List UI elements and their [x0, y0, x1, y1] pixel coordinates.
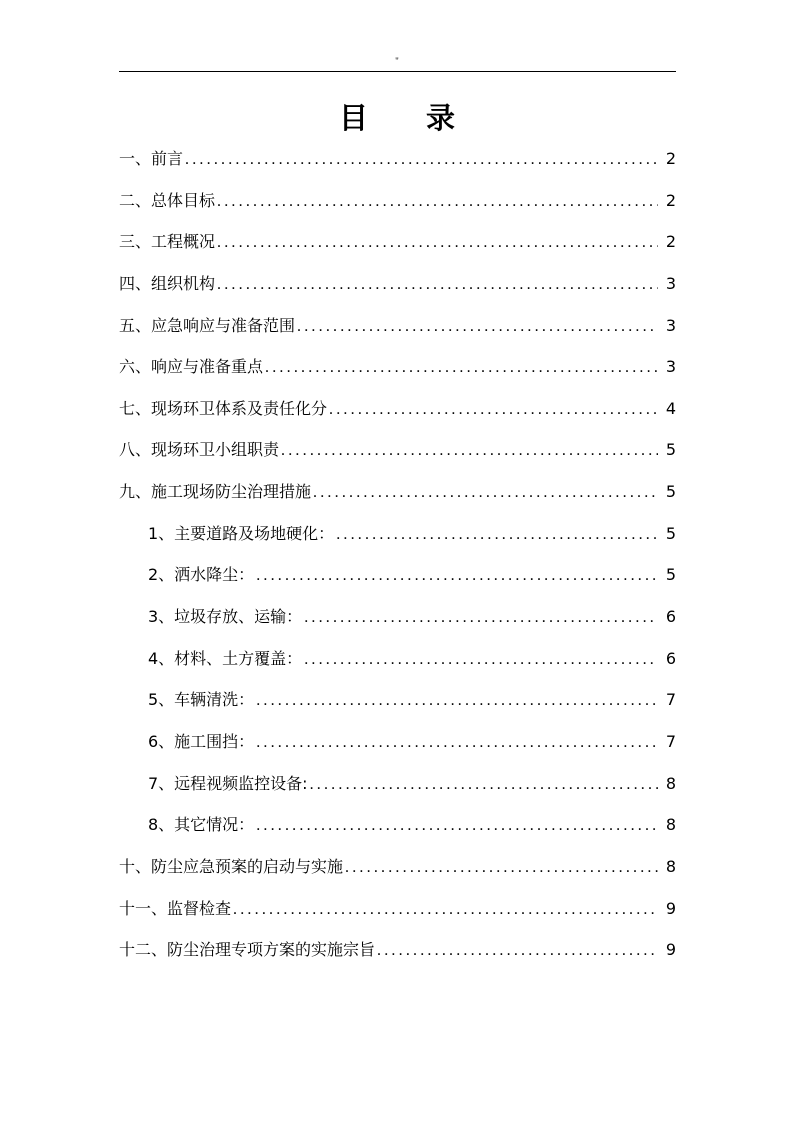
dot-leader: [265, 347, 658, 388]
toc-entry-label: 1、主要道路及场地硬化：: [148, 523, 335, 543]
toc-entry-page-number: 4: [665, 398, 676, 418]
toc-entry-page-number: 7: [665, 731, 676, 751]
dot-leader: [313, 472, 658, 513]
toc-entry-page-number: 9: [665, 940, 676, 960]
dot-leader: [217, 181, 658, 222]
toc-entry-page-number: 8: [665, 815, 676, 835]
dot-leader: [377, 930, 658, 971]
dot-leader: [217, 222, 658, 263]
toc-entry-page-number: 6: [665, 607, 676, 627]
toc-entry-page-number: 7: [665, 690, 676, 710]
toc-entry[interactable]: [119, 804, 676, 846]
header-mark: ": [395, 56, 399, 66]
toc-entry-page-number: 3: [665, 315, 676, 335]
toc-entry[interactable]: [119, 846, 676, 888]
toc-entry[interactable]: [119, 429, 676, 471]
toc-entry-label: 九、施工现场防尘治理措施: [119, 482, 312, 502]
toc-entry-label: 八、现场环卫小组职责: [119, 440, 280, 460]
toc-entry[interactable]: [119, 346, 676, 388]
toc-entry-page-number: 5: [665, 523, 676, 543]
toc-entry-label: 6、施工围挡：: [148, 731, 255, 751]
dot-leader: [281, 430, 658, 471]
toc-entry[interactable]: [119, 305, 676, 347]
toc-list: [119, 138, 676, 971]
dot-leader: [217, 264, 658, 305]
toc-entry-label: 五、应急响应与准备范围: [119, 315, 296, 335]
toc-entry-label: 2、洒水降尘：: [148, 565, 255, 585]
dot-leader: [336, 514, 658, 555]
dot-leader: [310, 764, 658, 805]
dot-leader: [233, 889, 658, 930]
header-rule: [119, 71, 676, 72]
toc-entry[interactable]: [119, 513, 676, 555]
toc-entry-page-number: 5: [665, 482, 676, 502]
toc-entry[interactable]: [119, 554, 676, 596]
toc-entry-page-number: 2: [665, 232, 676, 252]
toc-entry-page-number: 3: [665, 273, 676, 293]
toc-entry-label: 4、材料、土方覆盖：: [148, 648, 303, 668]
toc-entry-page-number: 8: [665, 773, 676, 793]
dot-leader: [256, 555, 658, 596]
dot-leader: [304, 639, 658, 680]
toc-entry[interactable]: [119, 638, 676, 680]
toc-entry[interactable]: [119, 138, 676, 180]
toc-entry[interactable]: [119, 221, 676, 263]
dot-leader: [304, 597, 658, 638]
toc-entry-label: 8、其它情况：: [148, 815, 255, 835]
toc-entry-label: 5、车辆清洗：: [148, 690, 255, 710]
toc-entry-label: 二、总体目标: [119, 190, 216, 210]
toc-entry-label: 四、组织机构: [119, 273, 216, 293]
toc-entry-page-number: 2: [665, 190, 676, 210]
toc-entry[interactable]: [119, 721, 676, 763]
dot-leader: [256, 805, 658, 846]
toc-entry[interactable]: [119, 388, 676, 430]
toc-entry-label: 七、现场环卫体系及责任化分: [119, 398, 328, 418]
toc-entry[interactable]: [119, 180, 676, 222]
toc-entry-page-number: 8: [665, 856, 676, 876]
dot-leader: [329, 389, 658, 430]
toc-entry[interactable]: [119, 596, 676, 638]
toc-entry-page-number: 2: [665, 149, 676, 168]
toc-entry-label: 十一、监督检查: [119, 898, 232, 918]
toc-entry-page-number: 6: [665, 648, 676, 668]
toc-entry-label: 十、防尘应急预案的启动与实施: [119, 856, 344, 876]
toc-entry-label: 一、前言: [119, 149, 184, 168]
toc-entry[interactable]: [119, 763, 676, 805]
toc-entry-label: 六、响应与准备重点: [119, 357, 264, 377]
dot-leader: [256, 722, 658, 763]
dot-leader: [297, 306, 658, 347]
toc-entry-label: 3、垃圾存放、运输：: [148, 607, 303, 627]
toc-entry-label: 十二、防尘治理专项方案的实施宗旨: [119, 940, 376, 960]
toc-entry[interactable]: [119, 679, 676, 721]
toc-entry[interactable]: [119, 471, 676, 513]
dot-leader: [256, 680, 658, 721]
toc-entry-page-number: 9: [665, 898, 676, 918]
toc-title: 目 录: [338, 101, 480, 135]
toc-entry-page-number: 5: [665, 440, 676, 460]
dot-leader: [345, 847, 658, 888]
toc-entry-label: 三、工程概况: [119, 232, 216, 252]
toc-entry-page-number: 5: [665, 565, 676, 585]
toc-entry-label: 7、远程视频监控设备:: [148, 773, 308, 793]
toc-entry[interactable]: [119, 263, 676, 305]
toc-entry-page-number: 3: [665, 357, 676, 377]
toc-entry[interactable]: [119, 888, 676, 930]
toc-entry[interactable]: [119, 929, 676, 971]
dot-leader: [185, 139, 658, 180]
